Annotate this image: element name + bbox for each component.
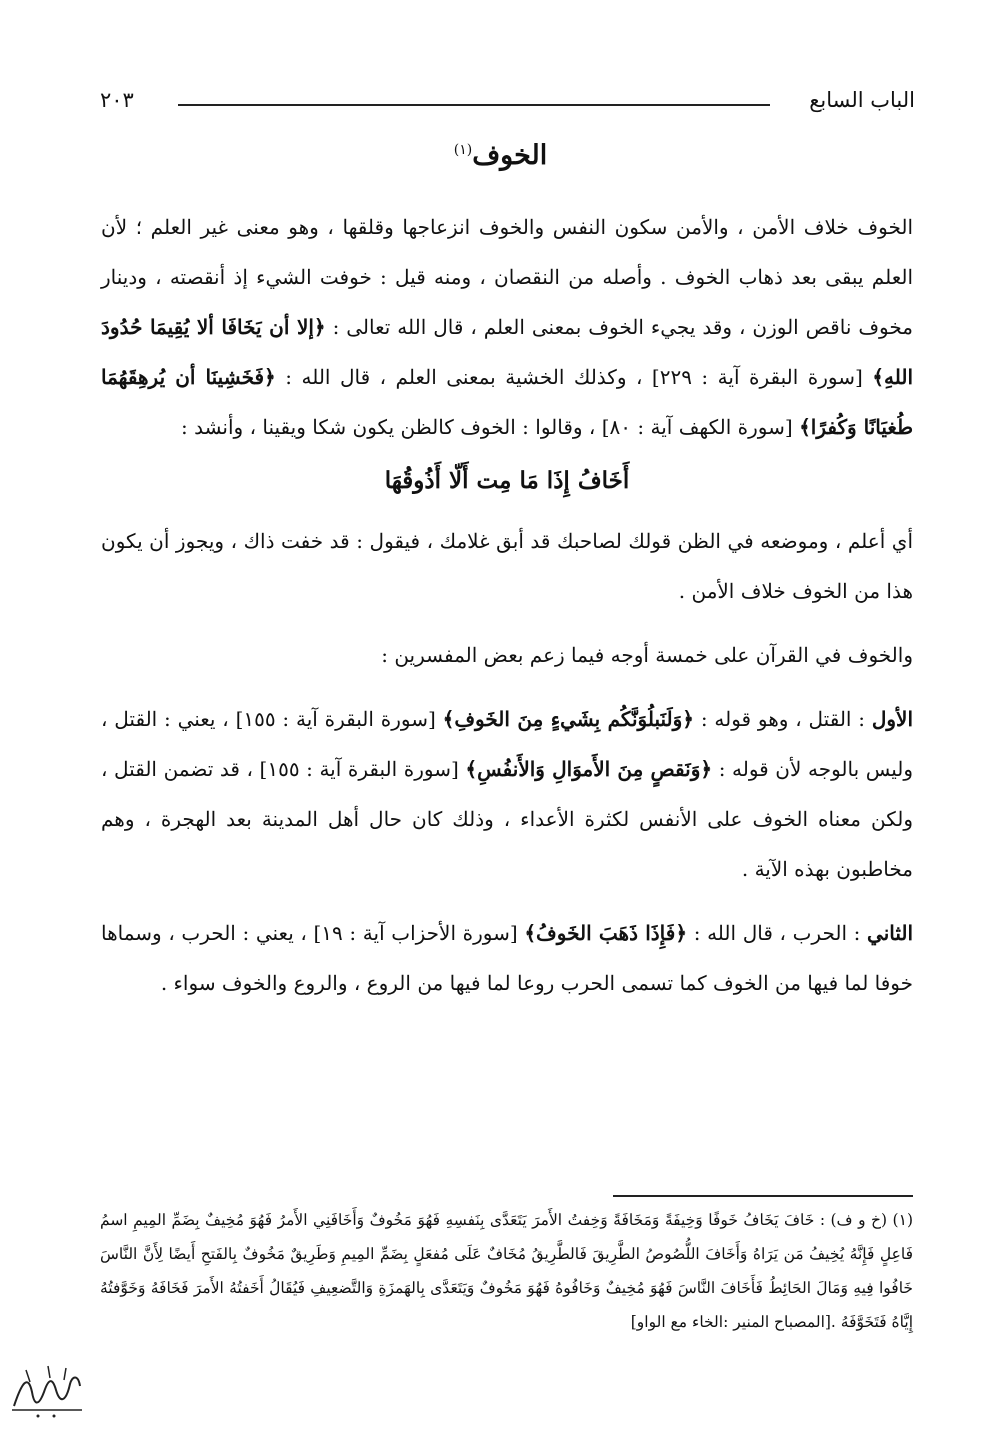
paragraph-meaning: أي أعلم ، وموضعه في الظن قولك لصاحبك قد أبق غلامك ، فيقول : قد خفت ذاك ، ويجوز أن يكون هذا من الخوف خلاف الأمن . <box>101 529 913 603</box>
paragraph-text: الخوف خلاف الأمن ، والأمن سكون النفس والخوف انزعاجها وقلقها ، وهو معنى غير العلم ؛ لأن العلم يبقى بعد ذهاب الخوف . وأصله من النقصان ، ومنه قيل : خوفت الشيء إذ أنقصته ، ودينار مخوف ناقص الوزن ، وقد يجيء الخوف بمعنى العلم ، قال الله تعالى : <box>101 215 914 339</box>
section-title <box>0 140 1001 171</box>
main-text <box>101 202 913 1008</box>
quran-quote: ﴿وَلَنَبلُوَنَّكُم بِشَيءٍ مِنَ الخَوفِ﴾ <box>442 707 695 731</box>
paragraph-intro-aspects: والخوف في القرآن على خمسة أوجه فيما زعم بعض المفسرين : <box>381 643 913 667</box>
paragraph-text: [سورة البقرة آية : ١٥٥] ، قد تضمن القتل ، ولكن معناه الخوف على الأنفس لكثرة الأعداء ، وذلك كان حال أهل المدينة بعد الهجرة ، وهم مخاطبون بهذه الآية . <box>101 757 913 881</box>
paragraph-aspect-second <box>101 908 913 1008</box>
quran-reference: [سورة الكهف آية : ٨٠] ، وقالوا : الخوف كالظن يكون شكا ويقينا ، وأنشد : <box>181 415 793 439</box>
quran-quote: ﴿إلا أن يَخَافَا ألا يُقِيمَا حُدُودَ اللهِ﴾ <box>101 315 914 389</box>
quran-quote: ﴿فَخَشِينَا أن يُرهِقَهُمَا طُغيَانًا وَكُفرًا﴾ <box>101 365 913 439</box>
paragraph-gap <box>101 680 913 694</box>
paragraph-text: : الحرب ، قال الله : <box>693 921 861 945</box>
quran-quote: ﴿وَنَقصٍ مِنَ الأَموَالِ وَالأَنفُسِ﴾ <box>465 757 713 781</box>
header-rule <box>178 104 770 106</box>
aspect-label: الأول <box>871 707 913 731</box>
section-title-text: الخوف <box>472 140 548 171</box>
publisher-logo <box>8 1362 86 1420</box>
running-head: الباب السابع <box>809 88 915 112</box>
paragraph-text: [سورة البقرة آية : ١٥٥] ، يعني : القتل ، وليس بالوجه لأن قوله : <box>101 707 914 781</box>
page-header <box>100 88 915 124</box>
footnote-separator <box>613 1195 913 1197</box>
paragraph-gap <box>101 894 913 908</box>
footnote: (١) (خ و ف) : خَافَ يَخَافُ خَوفًا وَخِيفَةً وَمَخَافَةً وَخِفتُ الأَمرَ يَتَعَدَّى بِنَفسِهِ فَهُوَ مَخُوفٌ وَأَخَافَنِي الأَمرُ فَهُوَ مُخِيفٌ بِضَمِّ المِيمِ اسمُ فَاعِلٍ فَإِنَّهُ يُخِيفُ مَن يَرَاهُ وَأَخَافَ اللُّصُوصُ الطَّرِيقَ فَالطَّرِيقُ مُخَافٌ عَلَى مُفعَلٍ بِضَمِّ المِيمِ وَطَرِيقٌ مَخُوفٌ بِالفَتحِ أَيضًا لِأَنَّ النَّاسَ خَافُوا فِيهِ وَمَالَ الحَائِطُ فَأَخَافَ النَّاسَ فَهُوَ مُخِيفٌ وَخَافُوهُ فَهُوَ مَخُوفٌ وَيَتَعَدَّى بِالهَمزَةِ وَالتَّضعِيفِ فَيُقَالُ أَخَفتُهُ الأَمرَ فَخَافَهُ وَخَوَّفتُهُ إِيَّاهُ فَتَخَوَّفَهُ .[المصباح المنير :الخاء مع الواو] <box>100 1211 913 1331</box>
page-number: ٢٠٣ <box>100 88 134 112</box>
title-footnote-marker: (١) <box>453 142 473 158</box>
paragraph-definition <box>101 202 913 452</box>
aspect-label: الثاني <box>867 921 914 945</box>
paragraph-gap <box>101 616 913 630</box>
quran-quote: ﴿فَإِذَا ذَهَبَ الخَوفُ﴾ <box>524 921 688 945</box>
paragraph-aspect-first <box>101 694 913 894</box>
paragraph-text: [سورة الأحزاب آية : ١٩] ، يعني : الحرب ، وسماها خوفا لما فيها من الخوف كما تسمى الحرب روعا لما فيها من الروع ، والروع والخوف سواء . <box>101 921 913 995</box>
quran-reference: [سورة البقرة آية : ٢٢٩] ، وكذلك الخشية بمعنى العلم ، قال الله : <box>285 365 863 389</box>
poetry-verse: أَخَافُ إِذَا مَا مِت أَلّا أَذُوقُهَا <box>384 467 630 494</box>
paragraph-text: : القتل ، وهو قوله : <box>700 707 866 731</box>
